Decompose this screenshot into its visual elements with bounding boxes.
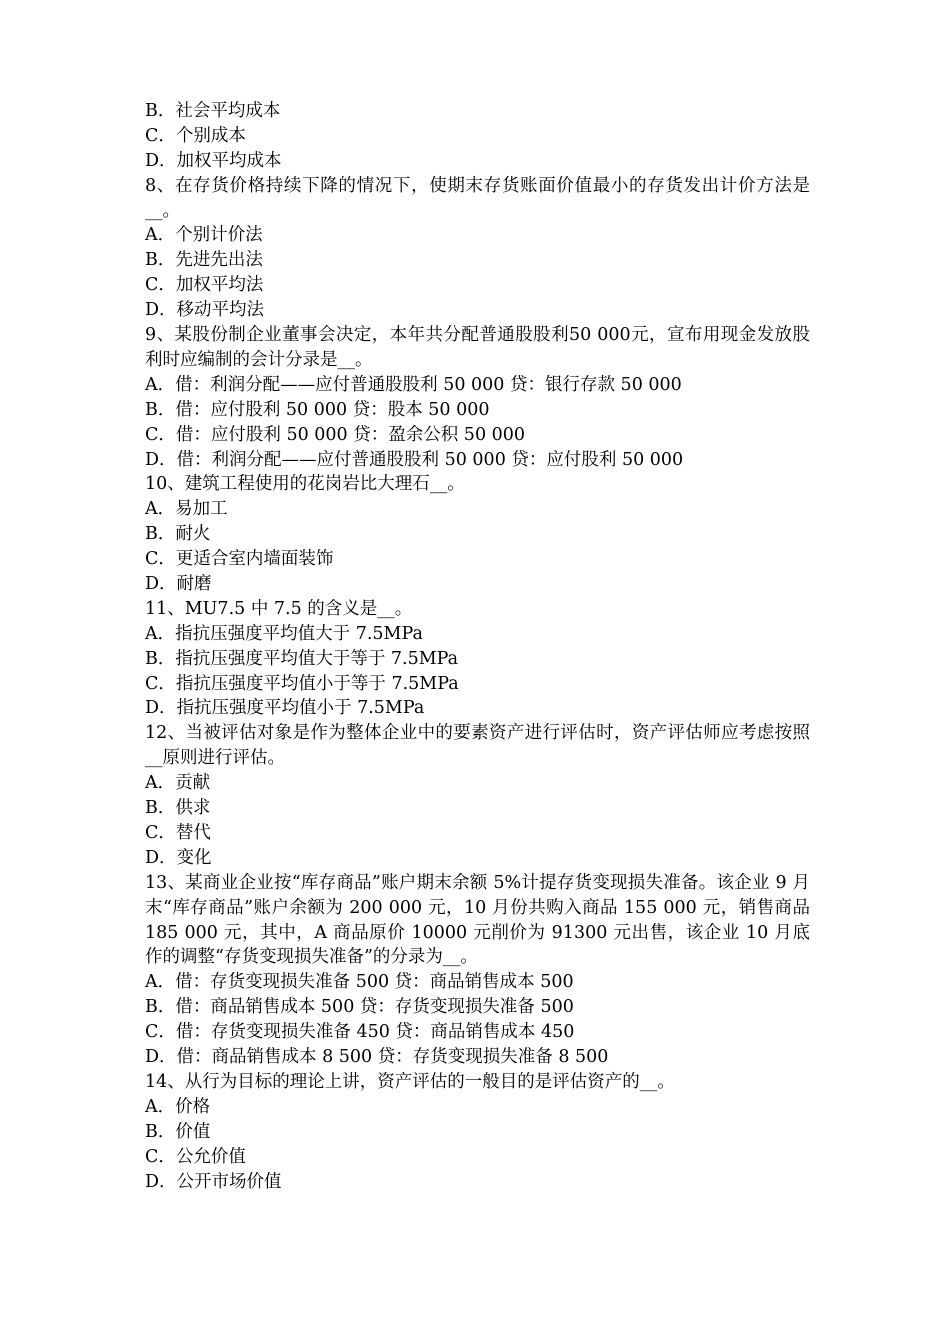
question-stem: 8、在存货价格持续下降的情况下，使期末存货账面价值最小的存货发出计价方法是__。	[145, 175, 810, 221]
option-d: D．加权平均成本	[145, 150, 282, 171]
option-a: A．贡献	[145, 773, 211, 794]
option-b: B．耐火	[145, 524, 211, 545]
option-c: C．借：存货变现损失准备 450 贷：商品销售成本 450	[145, 1022, 575, 1043]
option-b: B．借：应付股利 50 000 贷：股本 50 000	[145, 399, 490, 420]
option-b: B．价值	[145, 1121, 211, 1142]
option-d: D．指抗压强度平均值小于 7.5MPa	[145, 698, 425, 719]
question-10	[145, 472, 810, 596]
question-11	[145, 597, 810, 721]
option-d: D．耐磨	[145, 574, 212, 594]
option-d: D．公开市场价值	[145, 1171, 282, 1192]
option-c: C．借：应付股利 50 000 贷：盈余公积 50 000	[145, 424, 526, 445]
option-c: C．指抗压强度平均值小于等于 7.5MPa	[145, 673, 459, 694]
option-c: C．替代	[145, 822, 211, 843]
option-b: B．指抗压强度平均值大于等于 7.5MPa	[145, 648, 459, 669]
option-a: A．借：利润分配——应付普通股股利 50 000 贷：银行存款 50 000	[145, 374, 682, 395]
option-a: A．指抗压强度平均值大于 7.5MPa	[145, 623, 423, 644]
question-14	[145, 1070, 810, 1194]
question-stem: 12、当被评估对象是作为整体企业中的要素资产进行评估时，资产评估师应考虑按照__原则进行评估。	[145, 723, 810, 769]
question-stem: 14、从行为目标的理论上讲，资产评估的一般目的是评估资产的__。	[145, 1071, 675, 1092]
carryover-options	[145, 99, 810, 174]
question-stem: 13、某商业企业按“库存商品”账户期末余额 5%计提存货变现损失准备。该企业 9 月末“库存商品”账户余额为 200 000 元，10 月份共购入商品 155 000 元，销售商品 185 000 元，其中，A 商品原价 10000 元削价为 91300 元出售，该企业 10 月底作的调整“存货变现损失准备”的分录为__。	[145, 872, 810, 968]
option-d: D．借：利润分配——应付普通股股利 50 000 贷：应付股利 50 000	[145, 449, 684, 470]
option-b: B．供求	[145, 798, 211, 819]
option-d: D．借：商品销售成本 8 500 贷：存货变现损失准备 8 500	[145, 1047, 609, 1068]
question-stem: 10、建筑工程使用的花岗岩比大理石__。	[145, 474, 465, 495]
option-a: A．个别计价法	[145, 225, 263, 246]
question-12	[145, 721, 810, 870]
question-stem: 9、某股份制企业董事会决定，本年共分配普通股股利50 000元，宣布用现金发放股利时应编制的会计分录是__。	[145, 325, 810, 370]
option-a: A．价格	[145, 1096, 211, 1117]
option-c: C．更适合室内墙面装饰	[145, 549, 334, 570]
option-a: A．借：存货变现损失准备 500 贷：商品销售成本 500	[145, 972, 574, 993]
question-13	[145, 871, 810, 1070]
question-9	[145, 323, 810, 472]
question-8	[145, 174, 810, 323]
option-d: D．移动平均法	[145, 300, 265, 321]
option-b: B．先进先出法	[145, 250, 263, 271]
option-c: C．个别成本	[145, 125, 246, 146]
option-a: A．易加工	[145, 499, 228, 520]
page-content	[145, 99, 810, 1194]
option-b: B．社会平均成本	[145, 101, 281, 121]
option-d: D．变化	[145, 847, 212, 868]
option-c: C．公允价值	[145, 1146, 246, 1167]
option-b: B．借：商品销售成本 500 贷：存货变现损失准备 500	[145, 997, 574, 1018]
question-stem: 11、MU7.5 中 7.5 的含义是__。	[145, 598, 413, 619]
option-c: C．加权平均法	[145, 275, 264, 296]
